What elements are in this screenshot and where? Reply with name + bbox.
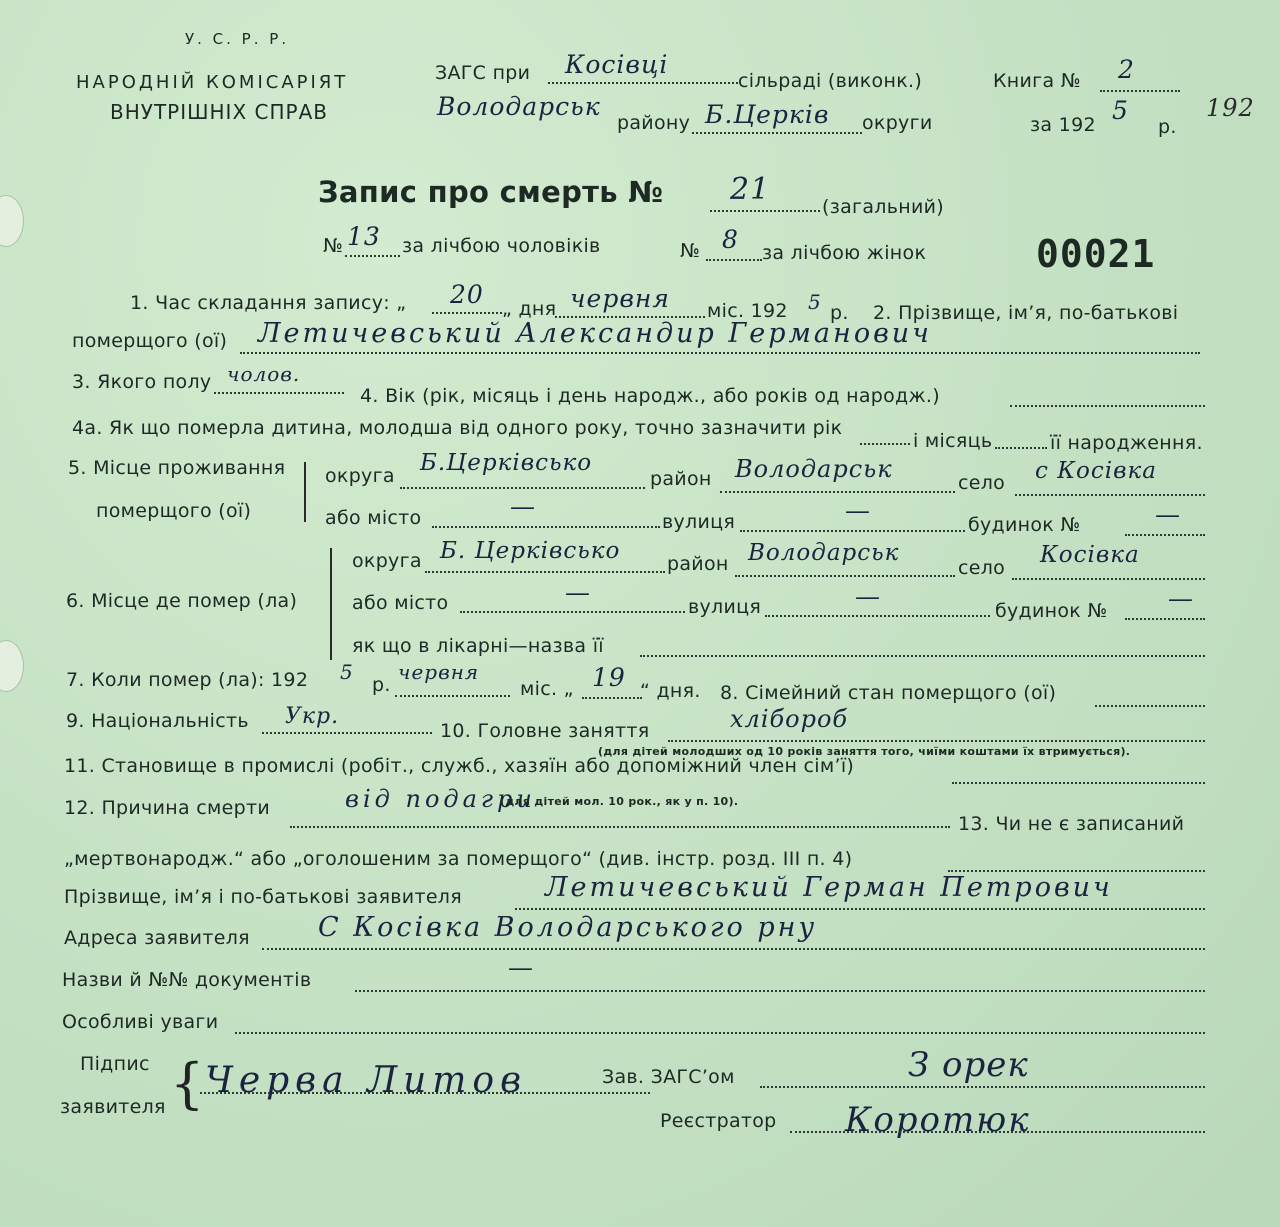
women-label: за лічбою жінок xyxy=(762,242,927,264)
f1-day-label: „ дня xyxy=(502,298,557,320)
f5-selo: село xyxy=(958,472,1006,494)
applicant-value: Летичевський Герман Петрович xyxy=(545,872,1113,903)
applicant-line xyxy=(515,908,1205,910)
f5-vulytsia: вулиця xyxy=(662,511,736,533)
f5-label2: померщого (ої) xyxy=(96,500,252,522)
docs-value: — xyxy=(508,953,534,982)
notes-line xyxy=(235,1032,1205,1034)
applicant-signature: Черва Литов xyxy=(205,1060,528,1101)
record-title: Запис про смерть № xyxy=(318,175,664,209)
f5-budynok-line xyxy=(1125,534,1205,536)
f5-okruga-line xyxy=(400,487,645,489)
f11-line xyxy=(952,782,1205,784)
f8-line xyxy=(1095,705,1205,707)
f7-mis: міс. „ xyxy=(520,678,574,700)
signature-label: Підпис xyxy=(80,1053,150,1075)
f10-line xyxy=(668,740,1205,742)
registrar-signature: Коротюк xyxy=(845,1100,1031,1140)
f2-label2: померщого (ої) xyxy=(72,330,228,352)
f5-vulytsia-value: — xyxy=(845,496,871,525)
f7-year: 5 xyxy=(340,660,354,684)
f12-label: 12. Причина смерти xyxy=(64,797,270,819)
f13-label2: „мертвонародж.“ або „оголошеним за померщого“ (див. інстр. розд. III п. 4) xyxy=(64,848,853,870)
f5-budynok-value: — xyxy=(1155,500,1181,529)
f6-vulytsia: вулиця xyxy=(688,596,762,618)
f3-label: 3. Якого полу xyxy=(72,371,212,393)
f4-line xyxy=(1010,405,1205,407)
f9-value: Укр. xyxy=(285,704,340,729)
f6-misto: або місто xyxy=(352,592,449,614)
men-prefix: № xyxy=(323,235,344,257)
f5-okruga: округа xyxy=(325,465,395,487)
book-line xyxy=(1100,90,1180,92)
okruga-value: Б.Церків xyxy=(705,100,830,129)
general-label: (загальний) xyxy=(822,196,944,218)
f7-day-label: “ дня. xyxy=(640,680,701,702)
f3-line xyxy=(214,392,344,394)
f6-budynok-line xyxy=(1125,618,1205,620)
f11-label: 11. Становище в промислі (робіт., служб., хазяїн або допоміжний член сім’ї) xyxy=(64,755,855,777)
f2-label: 2. Прізвище, ім’я, по-батькові xyxy=(873,302,1179,324)
corner-mark: 192 xyxy=(1206,94,1255,122)
f1-label: 1. Час складання запису: „ xyxy=(130,292,407,314)
state-header: У. С. Р. Р. xyxy=(185,30,290,48)
f6-budynok-value: — xyxy=(1168,584,1194,613)
f12-line xyxy=(290,826,950,828)
applicant-label: Прізвище, ім’я і по-батькові заявителя xyxy=(64,886,462,908)
f5-raion-value: Володарськ xyxy=(735,455,893,483)
zags-value: Косівці xyxy=(565,50,669,79)
f7-month-line xyxy=(395,695,510,697)
f4a-month: і місяць xyxy=(913,430,993,452)
f6-raion-value: Володарськ xyxy=(748,540,900,566)
zav-zags-line xyxy=(760,1086,1205,1088)
raion-label: району xyxy=(617,112,691,134)
ministry-line2: ВНУТРІШНІХ СПРАВ xyxy=(110,100,328,124)
f7-r: р. xyxy=(372,674,391,696)
f5-okruga-value: Б.Церківсько xyxy=(420,450,593,476)
f6-misto-value: — xyxy=(565,578,591,607)
f6-selo-line xyxy=(1012,578,1205,580)
zags-line xyxy=(548,82,738,84)
ministry-line1: НАРОДНІЙ КОМІСАРІЯТ xyxy=(76,72,349,93)
f1-year-label: міс. 192 xyxy=(707,300,788,322)
okruga-line xyxy=(692,132,862,134)
f4a-month-line xyxy=(995,447,1047,449)
men-label: за лічбою чоловіків xyxy=(402,235,601,257)
address-label: Адреса заявителя xyxy=(64,927,250,949)
docs-line xyxy=(355,990,1205,992)
f7-month: червня xyxy=(398,660,480,684)
year-label: за 192 xyxy=(1030,114,1096,136)
record-number-line xyxy=(710,210,820,212)
book-label: Книга № xyxy=(993,70,1081,92)
address-value: С Косівка Володарського рну xyxy=(318,912,818,943)
f10-note: (для дітей молодших од 10 років заняття того, чиїми коштами їх втримується). xyxy=(598,745,1131,758)
f6-okruga-value: Б. Церківсько xyxy=(440,538,621,564)
notes-label: Особливі уваги xyxy=(62,1011,219,1033)
men-number: 13 xyxy=(347,222,381,251)
f5-brace xyxy=(304,462,306,522)
f5-raion-line xyxy=(720,491,955,493)
f4-label: 4. Вік (рік, місяць і день народж., або років од народж.) xyxy=(360,385,940,407)
raion-value: Володарськ xyxy=(437,92,601,121)
f6-selo: село xyxy=(958,557,1006,579)
f4a-end: її народження. xyxy=(1050,432,1203,454)
f6-likarnia-line xyxy=(640,655,1205,657)
f9-label: 9. Національність xyxy=(66,710,249,732)
women-number: 8 xyxy=(722,225,739,254)
f12-value: від подагри xyxy=(345,785,536,813)
signature-label-applicant: заявителя xyxy=(60,1096,166,1118)
f5-selo-line xyxy=(1015,494,1205,496)
f1-day-line xyxy=(432,312,502,314)
f4a-label: 4а. Як що померла дитина, молодша від одного року, точно зазначити рік xyxy=(72,417,843,439)
f5-budynok: будинок № xyxy=(968,514,1081,536)
f10-label: 10. Головне заняття xyxy=(440,720,650,742)
f8-label: 8. Сімейний стан померщого (ої) xyxy=(720,682,1057,704)
f5-misto-line xyxy=(432,526,660,528)
f3-value: чолов. xyxy=(227,362,301,386)
year-suffix: р. xyxy=(1158,116,1177,138)
year-value: 5 xyxy=(1112,96,1129,125)
f6-vulytsia-value: — xyxy=(855,582,881,611)
registrar-line xyxy=(790,1131,1205,1133)
f6-likarnia: як що в лікарні—назва її xyxy=(352,635,604,657)
f5-selo-value: с Косівка xyxy=(1035,458,1157,484)
f5-label1: 5. Місце проживання xyxy=(68,457,286,479)
binder-hole-top xyxy=(0,195,24,247)
f6-misto-line xyxy=(460,611,685,613)
f1-year: 5 xyxy=(808,290,822,314)
f2-value: Летичевський Александир Германович xyxy=(258,318,932,349)
f5-raion: район xyxy=(650,468,712,490)
f6-raion: район xyxy=(667,553,729,575)
record-number: 21 xyxy=(730,172,771,207)
f5-misto-value: — xyxy=(510,492,536,521)
f7-label: 7. Коли помер (ла): 192 xyxy=(66,669,309,691)
f12-note: (для дітей мол. 10 рок., як у п. 10). xyxy=(500,795,739,808)
address-line xyxy=(262,948,1205,950)
zags-label: ЗАГС при xyxy=(435,62,531,84)
signature-brace: { xyxy=(170,1052,205,1115)
rada-label: сільраді (виконк.) xyxy=(738,70,923,92)
women-line xyxy=(706,259,762,261)
zav-zags-label: Зав. ЗАГС’ом xyxy=(602,1066,735,1088)
men-line xyxy=(345,255,400,257)
f6-raion-line xyxy=(735,575,955,577)
f6-okruga-line xyxy=(425,571,665,573)
binder-hole-middle xyxy=(0,640,24,692)
f6-brace xyxy=(330,548,332,660)
f2-line xyxy=(240,352,1200,354)
book-value: 2 xyxy=(1118,55,1135,84)
serial-number: 00021 xyxy=(1036,232,1156,276)
f13-label: 13. Чи не є записаний xyxy=(958,813,1185,835)
f6-budynok: будинок № xyxy=(995,600,1108,622)
f1-month: червня xyxy=(570,284,670,313)
registrar-label: Реєстратор xyxy=(660,1110,777,1132)
f6-label: 6. Місце де помер (ла) xyxy=(66,590,298,612)
f5-misto: або місто xyxy=(325,507,422,529)
docs-label: Назви й №№ документів xyxy=(62,969,312,991)
f10-value: хлібороб xyxy=(730,705,849,733)
f7-day-line xyxy=(582,697,642,699)
zav-zags-signature: З орек xyxy=(908,1045,1029,1085)
f7-day: 19 xyxy=(592,663,626,692)
f6-okruga: округа xyxy=(352,550,422,572)
f4a-year-line xyxy=(860,443,910,445)
f5-vulytsia-line xyxy=(740,530,965,532)
women-prefix: № xyxy=(680,240,701,262)
applicant-signature-line xyxy=(200,1092,650,1094)
f6-selo-value: Косівка xyxy=(1040,542,1140,568)
f1-suffix: р. xyxy=(830,302,849,324)
f1-day: 20 xyxy=(450,280,484,309)
f9-line xyxy=(262,732,432,734)
f6-vulytsia-line xyxy=(765,615,990,617)
okruga-label: округи xyxy=(862,112,933,134)
